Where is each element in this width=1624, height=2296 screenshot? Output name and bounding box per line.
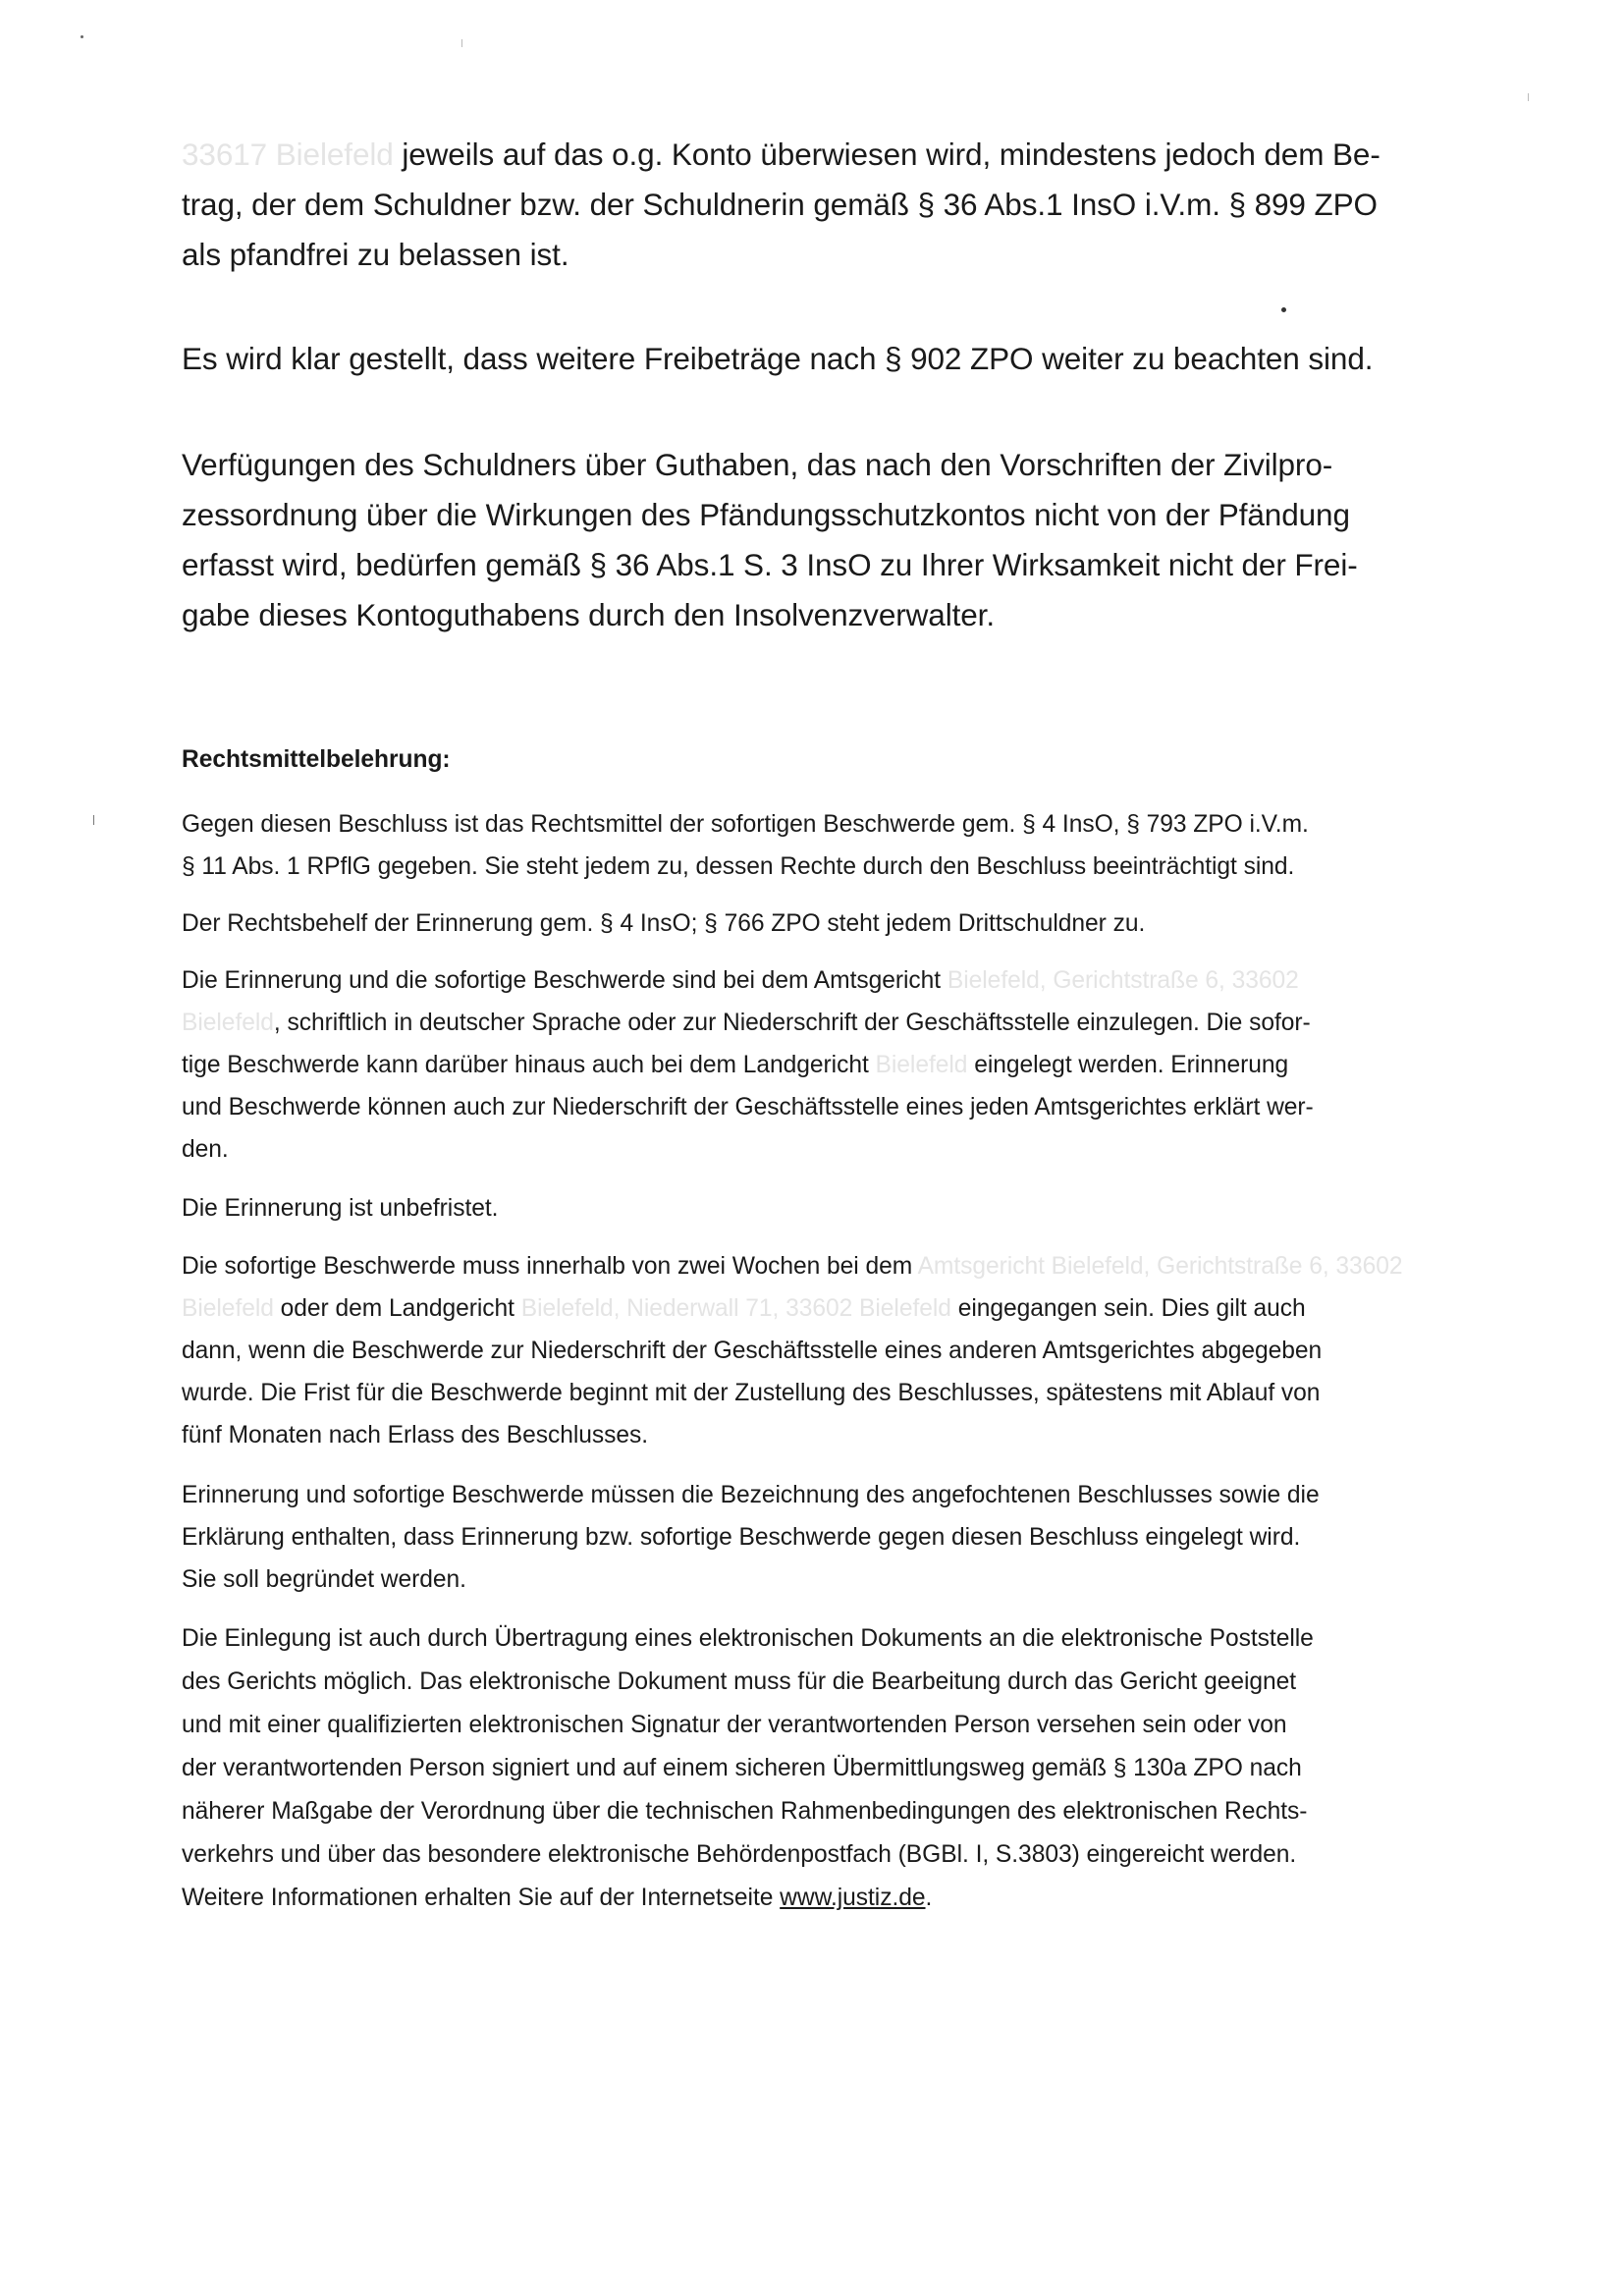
paragraph-line: näherer Maßgabe der Verordnung über die technischen Rahmenbedingungen des elektronischen Rechts- (182, 1798, 1308, 1825)
paragraph-line: als pfandfrei zu belassen ist. (182, 237, 569, 272)
redacted-text: Bielefeld (868, 1052, 975, 1078)
paragraph-line: zessordnung über die Wirkungen des Pfändungsschutzkontos nicht von der Pfändung (182, 497, 1350, 532)
paragraph-line: Die Erinnerung und die sofortige Beschwerde sind bei dem Amtsgericht Bielefeld, Gerichtstraße 6, 33602 (182, 967, 1299, 994)
scan-mark (461, 39, 462, 47)
paragraph-line: Gegen diesen Beschluss ist das Rechtsmittel der sofortigen Beschwerde gem. § 4 InsO, § 793 ZPO i.V.m. (182, 811, 1309, 838)
paragraph-line: Bielefeld, schriftlich in deutscher Sprache oder zur Niederschrift der Geschäftsstelle einzulegen. Die sofor- (182, 1010, 1311, 1036)
paragraph-line: erfasst wird, bedürfen gemäß § 36 Abs.1 S. 3 InsO zu Ihrer Wirksamkeit nicht der Frei- (182, 547, 1358, 582)
paragraph-line: dann, wenn die Beschwerde zur Niederschrift der Geschäftsstelle eines anderen Amtsgerichtes abgegeben (182, 1338, 1323, 1364)
paragraph-line: Erinnerung und sofortige Beschwerde müssen die Bezeichnung des angefochtenen Beschlusses sowie die (182, 1482, 1320, 1508)
justiz-website-link[interactable]: www.justiz.de (780, 1885, 926, 1911)
redacted-text: Bielefeld, Gerichtstraße 6, 33602 (941, 967, 1299, 994)
paragraph-line: wurde. Die Frist für die Beschwerde beginnt mit der Zustellung des Beschlusses, spätestens mit Ablauf von (182, 1380, 1321, 1406)
paragraph-line: Sie soll begründet werden. (182, 1566, 466, 1593)
paragraph-line: Der Rechtsbehelf der Erinnerung gem. § 4 InsO; § 766 ZPO steht jedem Drittschuldner zu. (182, 910, 1146, 937)
paragraph-line: Die sofortige Beschwerde muss innerhalb von zwei Wochen bei dem Amtsgericht Bielefeld, Gerichtstraße 6, 33602 (182, 1253, 1403, 1280)
paragraph-line: Verfügungen des Schuldners über Guthaben, das nach den Vorschriften der Zivilpro- (182, 447, 1333, 482)
paragraph-line: den. (182, 1136, 229, 1163)
paragraph-line: 33617 Bielefeld jeweils auf das o.g. Konto überwiesen wird, mindestens jedoch dem Be- (182, 137, 1380, 172)
redacted-text: Bielefeld (182, 1295, 274, 1322)
paragraph-line: Weitere Informationen erhalten Sie auf der Internetseite www.justiz.de. (182, 1885, 933, 1911)
scan-speck (81, 35, 83, 38)
paragraph-line: fünf Monaten nach Erlass des Beschlusses. (182, 1422, 649, 1449)
paragraph-line: trag, der dem Schuldner bzw. der Schuldnerin gemäß § 36 Abs.1 InsO i.V.m. § 899 ZPO (182, 187, 1378, 222)
redacted-text: Amtsgericht Bielefeld, Gerichtstraße 6, 33602 (912, 1253, 1403, 1280)
paragraph-line: Bielefeld oder dem Landgericht Bielefeld, Niederwall 71, 33602 Bielefeld eingegangen sein. Dies gilt auch (182, 1295, 1306, 1322)
paragraph-line: und mit einer qualifizierten elektronischen Signatur der verantwortenden Person versehen sein oder von (182, 1712, 1287, 1738)
redacted-text: 33617 Bielefeld (182, 137, 394, 172)
paragraph-line: der verantwortenden Person signiert und auf einem sicheren Übermittlungsweg gemäß § 130a ZPO nach (182, 1755, 1302, 1781)
redacted-text: Bielefeld (182, 1010, 274, 1036)
paragraph-line: tige Beschwerde kann darüber hinaus auch bei dem Landgericht Bielefeld eingelegt werden. Erinnerung (182, 1052, 1289, 1078)
paragraph-line: Es wird klar gestellt, dass weitere Freibeträge nach § 902 ZPO weiter zu beachten sind. (182, 341, 1374, 376)
paragraph-line: verkehrs und über das besondere elektronische Behördenpostfach (BGBl. I, S.3803) eingereicht werden. (182, 1841, 1297, 1868)
paragraph-line: und Beschwerde können auch zur Niederschrift der Geschäftsstelle eines jeden Amtsgerichtes erklärt wer- (182, 1094, 1314, 1121)
scan-speck (1281, 307, 1286, 312)
paragraph-line: § 11 Abs. 1 RPflG gegeben. Sie steht jedem zu, dessen Rechte durch den Beschluss beeinträchtigt sind. (182, 853, 1295, 880)
paragraph-line: Erklärung enthalten, dass Erinnerung bzw. sofortige Beschwerde gegen diesen Beschluss eingelegt wird. (182, 1524, 1301, 1551)
paragraph-line: gabe dieses Kontoguthabens durch den Insolvenzverwalter. (182, 597, 995, 632)
paragraph-line: Die Einlegung ist auch durch Übertragung eines elektronischen Dokuments an die elektronische Poststelle (182, 1625, 1314, 1652)
scan-mark (1528, 93, 1529, 101)
paragraph-line: Die Erinnerung ist unbefristet. (182, 1195, 499, 1222)
paragraph-line: des Gerichts möglich. Das elektronische Dokument muss für die Bearbeitung durch das Gericht geeignet (182, 1668, 1297, 1695)
section-heading: Rechtsmittelbelehrung: (182, 746, 451, 773)
scan-mark (93, 815, 94, 825)
redacted-text: Bielefeld, Niederwall 71, 33602 Bielefeld (514, 1295, 958, 1322)
